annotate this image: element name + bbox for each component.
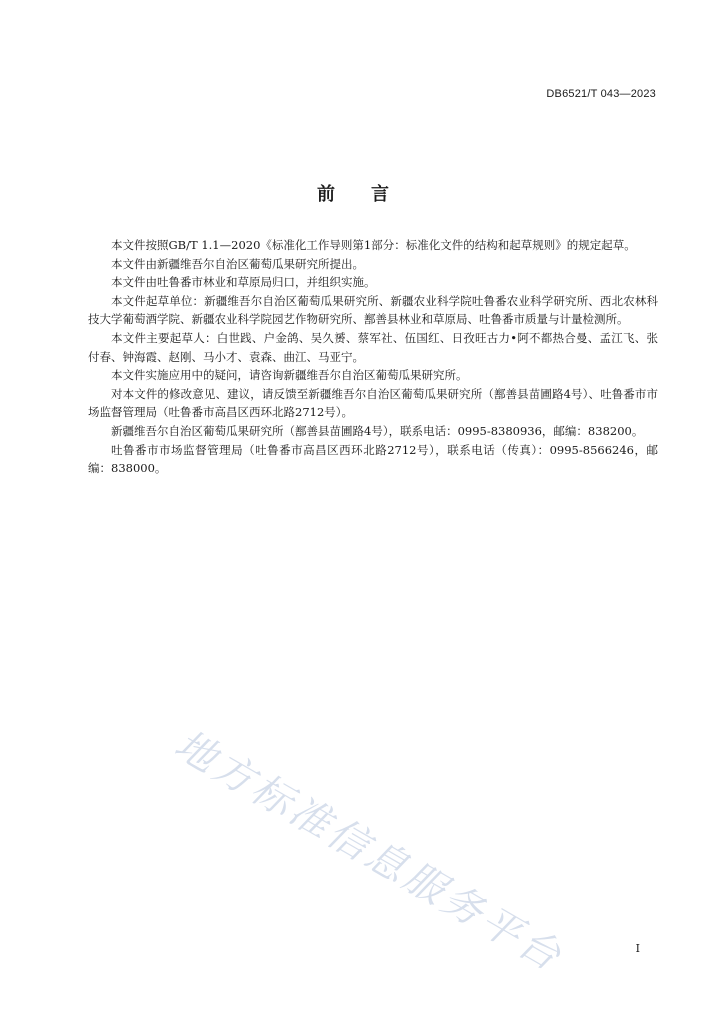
body-text <box>88 236 658 478</box>
paragraph-administrator: 本文件由吐鲁番市林业和草原局归口，并组织实施。 <box>111 275 376 290</box>
document-code: DB6521/T 043—2023 <box>546 88 656 100</box>
page-number: I <box>635 942 640 955</box>
paragraph-feedback: 对本文件的修改意见、建议，请反馈至新疆维吾尔自治区葡萄瓜果研究所（鄯善县苗圃路4号）、吐鲁番市市场监督管理局（吐鲁番市高昌区西环北路2712号）。 <box>88 386 658 420</box>
paragraph-proposer: 本文件由新疆维吾尔自治区葡萄瓜果研究所提出。 <box>111 256 364 271</box>
paragraph-drafting-units: 本文件起草单位：新疆维吾尔自治区葡萄瓜果研究所、新疆农业科学院吐鲁番农业科学研究所、西北农林科技大学葡萄酒学院、新疆农业科学院园艺作物研究所、鄯善县林业和草原局、吐鲁番市质量与计量检测所。 <box>88 293 658 327</box>
paragraph-bureau-contact: 吐鲁番市市场监督管理局（吐鲁番市高昌区西环北路2712号），联系电话（传真）：0995-8566246，邮编：838000。 <box>88 442 658 476</box>
watermark: 地方标准信息服务平台 <box>166 721 571 982</box>
page-title: 前言 <box>317 184 425 205</box>
paragraph-inquiry: 本文件实施应用中的疑问，请咨询新疆维吾尔自治区葡萄瓜果研究所。 <box>111 368 468 383</box>
paragraph-drafters: 本文件主要起草人：白世践、户金鸽、吴久赟、蔡军社、伍国红、日孜旺古力•阿不都热合曼、孟江飞、张付春、钟海霞、赵刚、马小才、袁森、曲江、马亚宁。 <box>88 330 658 364</box>
paragraph-standard-basis: 本文件按照GB/T 1.1—2020《标准化工作导则第1部分：标准化文件的结构和起草规则》的规定起草。 <box>111 238 636 252</box>
paragraph-institute-contact: 新疆维吾尔自治区葡萄瓜果研究所（鄯善县苗圃路4号），联系电话：0995-8380936，邮编：838200。 <box>111 423 644 438</box>
